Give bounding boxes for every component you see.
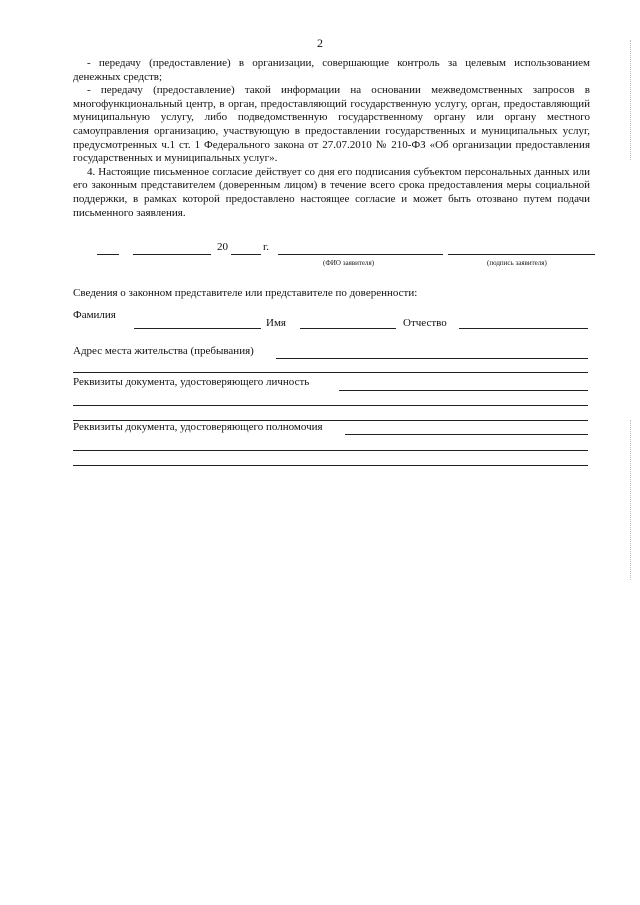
- address-field-line-2[interactable]: [73, 372, 588, 373]
- patronymic-label: Отчество: [403, 317, 447, 329]
- paragraph-transfer-interagency: - передачу (предоставление) такой информации на основании межведомственных запросов в многофункциональный центр, в орган, предоставляющий государственную услугу, орган, предоставляющий муниципальную услугу, либо подведомственную государственному органу или органу местного самоуправления организацию, участвующую в предоставлении государственных и муниципальных услуг, предусмотренных ч.1 ст. 1 Федерального закона от 27.07.2010 № 210-ФЗ «Об организации предоставления государственных и муниципальных услуг».: [73, 84, 590, 165]
- identity-doc-field[interactable]: [339, 390, 588, 391]
- authority-doc-field[interactable]: [345, 434, 588, 435]
- address-label: Адрес места жительства (пребывания): [73, 345, 254, 357]
- name-field[interactable]: [300, 328, 396, 329]
- applicant-sign-line: [448, 254, 595, 255]
- consent-text: [73, 57, 590, 220]
- year-suffix: г.: [263, 241, 270, 253]
- paragraph-validity: 4. Настоящие письменное согласие действует со дня его подписания субъектом персональных данных или его законным представителем (доверенным лицом) в течение всего срока предоставления меры социальной поддержки, в рамках которой предоставлено настоящее согласие и может быть отозвано путем подачи письменного заявления.: [73, 165, 590, 219]
- page-number: 2: [317, 36, 323, 50]
- identity-doc-field-line-2[interactable]: [73, 405, 588, 406]
- authority-doc-label: Реквизиты документа, удостоверяющего полномочия: [73, 421, 323, 433]
- date-year-line: [231, 254, 261, 255]
- identity-doc-label: Реквизиты документа, удостоверяющего личность: [73, 376, 310, 388]
- year-prefix: 20: [217, 241, 228, 253]
- paragraph-transfer-control: - передачу (предоставление) в организации, совершающие контроль за целевым использованием денежных средств;: [73, 57, 590, 83]
- signature-row: [0, 241, 640, 272]
- authority-doc-field-line-3[interactable]: [73, 465, 588, 466]
- authority-doc-field-line-2[interactable]: [73, 450, 588, 451]
- patronymic-field[interactable]: [459, 328, 588, 329]
- scan-edge-mark: [630, 40, 632, 160]
- scan-edge-mark: [630, 420, 632, 580]
- sign-caption: (подпись заявителя): [487, 259, 547, 267]
- address-field[interactable]: [276, 358, 588, 359]
- surname-field[interactable]: [134, 328, 261, 329]
- representative-heading: Сведения о законном представителе или представителе по доверенности:: [73, 287, 418, 299]
- date-day-line: [97, 254, 119, 255]
- name-label: Имя: [266, 317, 286, 329]
- applicant-name-line: [278, 254, 443, 255]
- name-caption: (ФИО заявителя): [323, 259, 375, 267]
- date-month-line: [133, 254, 211, 255]
- surname-label: Фамилия: [73, 309, 116, 321]
